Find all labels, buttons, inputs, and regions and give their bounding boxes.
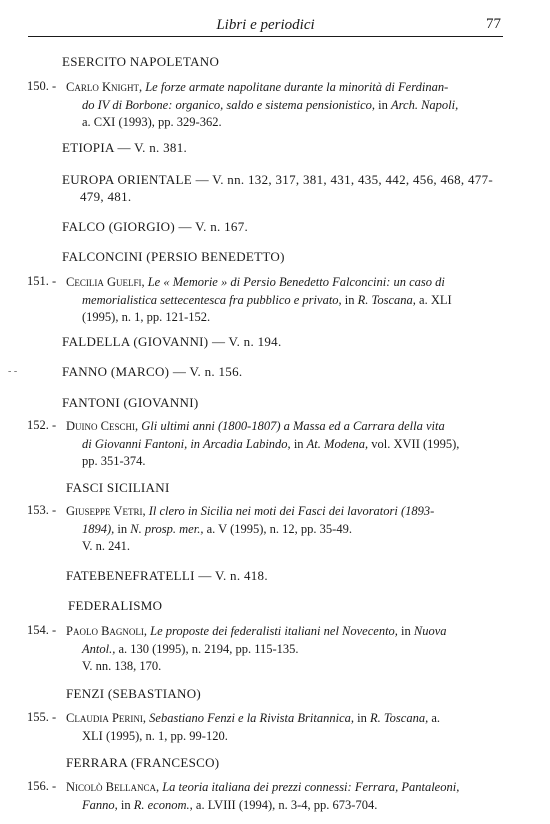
entry-author: Paolo Bagnoli, — [66, 624, 148, 638]
entry-title: di Giovanni Fantoni, in Arcadia Labindo, — [82, 436, 291, 451]
entry-text: a. V (1995), n. 12, pp. 35-49. — [203, 521, 352, 536]
entry-text: a. LVIII (1994), n. 3-4, pp. 673-704. — [192, 797, 378, 812]
entry-author: Carlo Knight, — [66, 80, 143, 94]
entry-text: in — [375, 97, 392, 112]
heading-europa: EUROPA ORIENTALE — V. nn. 132, 317, 381, 431, 435, 442, 456, 468, 477- — [62, 172, 494, 187]
entry-title: Fanno, — [82, 797, 118, 812]
entry-title: La teoria italiana dei prezzi connessi: Ferrara, Pantaleoni, — [162, 780, 460, 794]
entry-number-151: 151. - — [27, 274, 57, 288]
entry-text: a. 130 (1995), n. 2194, pp. 115-135. — [115, 641, 299, 656]
entry-text: in — [397, 624, 414, 638]
entry-cross-reference: V. nn. 138, 170. — [82, 659, 162, 673]
entry-number-150: 150. - — [27, 79, 57, 93]
heading-falco: FALCO (GIORGIO) — V. n. 167. — [62, 219, 249, 234]
entry-author: Duino Ceschi, — [66, 419, 139, 433]
entry-text: in — [341, 292, 358, 307]
entry-153 — [66, 503, 499, 556]
entry-title: Il clero in Sicilia nei moti dei Fasci dei lavoratori (1893- — [148, 504, 435, 518]
heading-ferrara: FERRARA (FRANCESCO) — [66, 755, 220, 770]
entry-journal: Arch. Napoli, — [391, 97, 459, 112]
entry-text: a. XLI — [415, 292, 452, 307]
entry-title: 1894), — [82, 521, 115, 536]
entry-text: vol. XVII (1995), — [368, 436, 460, 451]
heading-fantoni: FANTONI (GIOVANNI) — [62, 395, 199, 410]
entry-number-152: 152. - — [27, 418, 57, 432]
running-header — [28, 16, 503, 37]
entry-journal: R. econom., — [133, 797, 193, 812]
entry-text: in — [354, 711, 370, 725]
heading-federalismo: FEDERALISMO — [68, 598, 163, 613]
heading-falconcini: FALCONCINI (PERSIO BENEDETTO) — [62, 249, 285, 264]
entry-title: Le « Memorie » di Persio Benedetto Falconcini: un caso di — [147, 275, 445, 289]
entry-title: Le proposte dei federalisti italiani nel Novecento, — [150, 624, 398, 638]
entry-journal: At. Modena, — [306, 436, 369, 451]
entry-journal: R. Toscana, — [357, 292, 416, 307]
entry-title: do IV di Borbone: organico, saldo e sistema pensionistico, — [82, 97, 376, 112]
heading-faldella: FALDELLA (GIOVANNI) — V. n. 194. — [62, 334, 282, 349]
entry-text: in — [290, 436, 307, 451]
entry-text: in — [117, 797, 134, 812]
heading-esercito: ESERCITO NAPOLETANO — [62, 54, 220, 69]
entry-citation: (1995), n. 1, pp. 121-152. — [82, 310, 211, 324]
entry-151 — [66, 274, 499, 327]
heading-fasci: FASCI SICILIANI — [66, 480, 170, 495]
entry-title: Gli ultimi anni (1800-1807) a Massa ed a Carrara della vita — [141, 419, 445, 433]
entry-citation: XLI (1995), n. 1, pp. 99-120. — [82, 728, 228, 743]
entry-citation: a. CXI (1993), pp. 329-362. — [82, 115, 222, 129]
entry-title: Sebastiano Fenzi e la Rivista Britannica, — [149, 711, 354, 725]
entry-title: Le forze armate napolitane durante la minorità di Ferdinan- — [145, 80, 449, 94]
entry-title: memorialistica settecentesca fra pubblico e privato, — [82, 292, 342, 307]
entry-journal: R. Toscana, — [369, 711, 429, 725]
running-title: Libri e periodici — [216, 17, 315, 33]
entry-journal: N. prosp. mer., — [130, 521, 204, 536]
entry-citation: pp. 351-374. — [82, 454, 146, 468]
margin-mark: - - — [8, 366, 18, 377]
entry-155 — [66, 710, 499, 745]
heading-etiopia: ETIOPIA — V. n. 381. — [62, 140, 188, 155]
entry-journal: Nuova — [413, 624, 447, 638]
entry-156 — [66, 779, 499, 814]
page-number: 77 — [486, 16, 501, 32]
entry-number-154: 154. - — [27, 623, 57, 637]
entry-number-156: 156. - — [27, 779, 57, 793]
entry-150 — [66, 79, 499, 132]
entry-number-153: 153. - — [27, 503, 57, 517]
entry-text: in — [114, 521, 131, 536]
entry-number-155: 155. - — [27, 710, 57, 724]
entry-author: Giuseppe Vetri, — [66, 504, 146, 518]
entry-cross-reference: V. n. 241. — [82, 539, 131, 553]
entry-author: Cecilia Guelfi, — [66, 275, 145, 289]
heading-fenzi: FENZI (SEBASTIANO) — [66, 686, 202, 701]
entry-author: Nicolò Bellanca, — [66, 780, 160, 794]
entry-text: a. — [428, 711, 441, 725]
entry-journal: Antol., — [82, 641, 116, 656]
heading-fanno: FANNO (MARCO) — V. n. 156. — [62, 364, 243, 379]
heading-fatebenefratelli: FATEBENEFRATELLI — V. n. 418. — [66, 568, 268, 583]
entry-152 — [66, 418, 499, 471]
heading-europa-cont: 479, 481. — [80, 189, 132, 204]
entry-154 — [66, 623, 499, 676]
entry-author: Claudia Perini, — [66, 711, 147, 725]
